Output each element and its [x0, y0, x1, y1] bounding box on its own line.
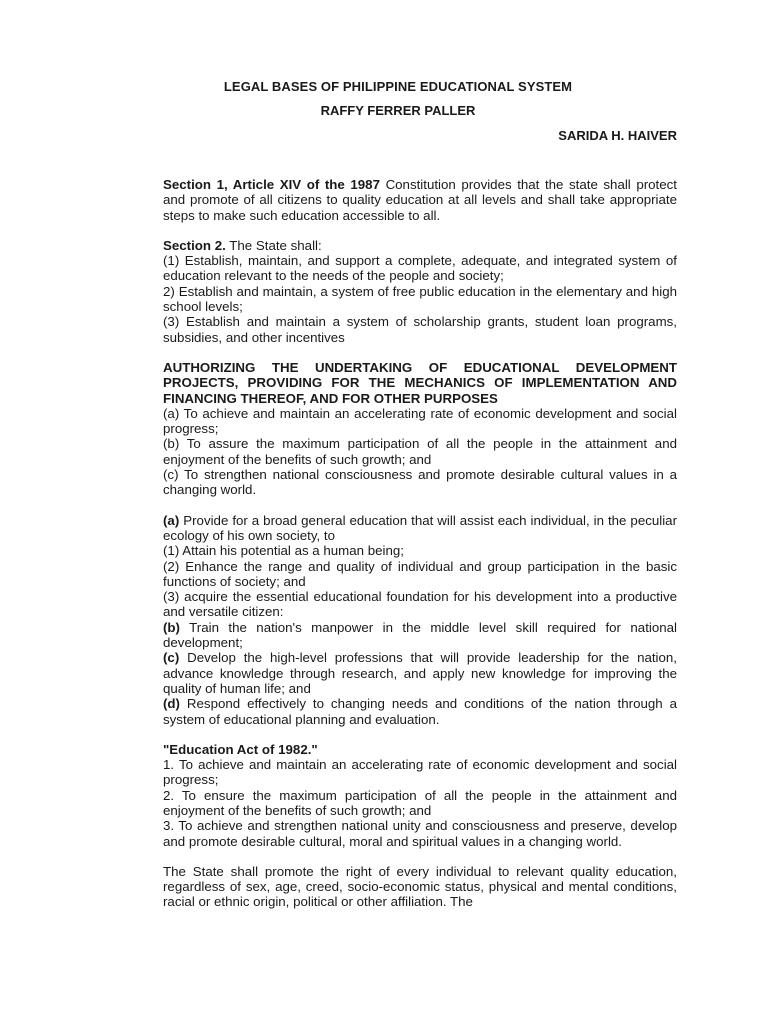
authorizing-heading: AUTHORIZING THE UNDERTAKING OF EDUCATIONAL DEVELOPMENT PROJECTS, PROVIDING FOR THE MECHANICS OF IMPLEMENTATION AND FINANCING THEREOF, AND FOR OTHER PURPOSES	[163, 359, 677, 406]
section2-intro: The State shall:	[229, 237, 322, 253]
education-act-item: 1. To achieve and maintain an accelerating rate of economic development and social progress;	[163, 757, 677, 788]
objective-d-label: (d)	[163, 696, 180, 712]
section2-intro-line	[163, 238, 677, 253]
objective-a-item: (2) Enhance the range and quality of individual and group participation in the basic functions of society; and	[163, 558, 677, 589]
section2-item: (1) Establish, maintain, and support a complete, adequate, and integrated system of education relevant to the needs of the people and society;	[163, 253, 677, 284]
objective-d	[163, 696, 677, 727]
objective-a-text: Provide for a broad general education that will assist each individual, in the peculiar ecology of his own society, to	[163, 512, 677, 543]
objectives-block	[163, 513, 677, 727]
objective-a-item: (3) acquire the essential educational foundation for his development into a productive and versatile citizen:	[163, 589, 677, 620]
document-reporter: SARIDA H. HAIVER	[558, 128, 677, 143]
section2-label: Section 2.	[163, 237, 226, 253]
authorizing-item: (a) To achieve and maintain an accelerating rate of economic development and social progress;	[163, 405, 677, 437]
section2-item: 2) Establish and maintain, a system of free public education in the elementary and high school levels;	[163, 283, 677, 315]
objective-c-text: Develop the high-level professions that will provide leadership for the nation, advance knowledge through research, and apply new knowledge for improving the quality of human life; and	[163, 650, 677, 696]
document-author: RAFFY FERRER PALLER	[320, 103, 476, 118]
objective-b-text: Train the nation's manpower in the middle level skill required for national development;	[163, 619, 677, 651]
section1-paragraph	[163, 177, 677, 223]
closing-paragraph: The State shall promote the right of every individual to relevant quality education, regardless of sex, age, creed, socio-economic status, physical and mental conditions, racial or ethnic origin, political or other affiliation. The	[163, 863, 677, 910]
objective-a-item: (1) Attain his potential as a human being;	[163, 543, 404, 559]
section1-text: Constitution provides that the state shall protect and promote of all citizens to quality education at all levels and shall take appropriate steps to make such education accessible to all.	[163, 177, 677, 223]
objective-c	[163, 650, 677, 696]
objective-b-label: (b)	[163, 619, 180, 635]
education-act-heading-text: "Education Act of 1982."	[163, 741, 318, 757]
section2-block	[163, 238, 677, 345]
section2-item: (3) Establish and maintain a system of scholarship grants, student loan programs, subsidies, and other incentives	[163, 314, 677, 345]
objective-a	[163, 513, 677, 544]
education-act-heading	[163, 742, 677, 757]
objective-d-text: Respond effectively to changing needs and conditions of the nation through a system of educational planning and evaluation.	[163, 696, 677, 727]
authorizing-block	[163, 360, 677, 498]
objective-b	[163, 620, 677, 651]
authorizing-item: (b) To assure the maximum participation of all the people in the attainment and enjoyment of the benefits of such growth; and	[163, 436, 677, 467]
document-title: LEGAL BASES OF PHILIPPINE EDUCATIONAL SYSTEM	[223, 79, 573, 94]
education-act-block	[163, 742, 677, 849]
authorizing-item: (c) To strengthen national consciousness and promote desirable cultural values in a changing world.	[163, 467, 677, 498]
education-act-item: 3. To achieve and strengthen national unity and consciousness and preserve, develop and promote desirable cultural, moral and spiritual values in a changing world.	[163, 818, 677, 849]
objective-c-label: (c)	[163, 650, 180, 666]
education-act-item: 2. To ensure the maximum participation of all the people in the attainment and enjoyment of the benefits of such growth; and	[163, 787, 677, 818]
objective-a-label: (a)	[163, 512, 180, 528]
section1-label: Section 1, Article XIV of the 1987	[163, 177, 380, 192]
document-body	[163, 177, 677, 910]
